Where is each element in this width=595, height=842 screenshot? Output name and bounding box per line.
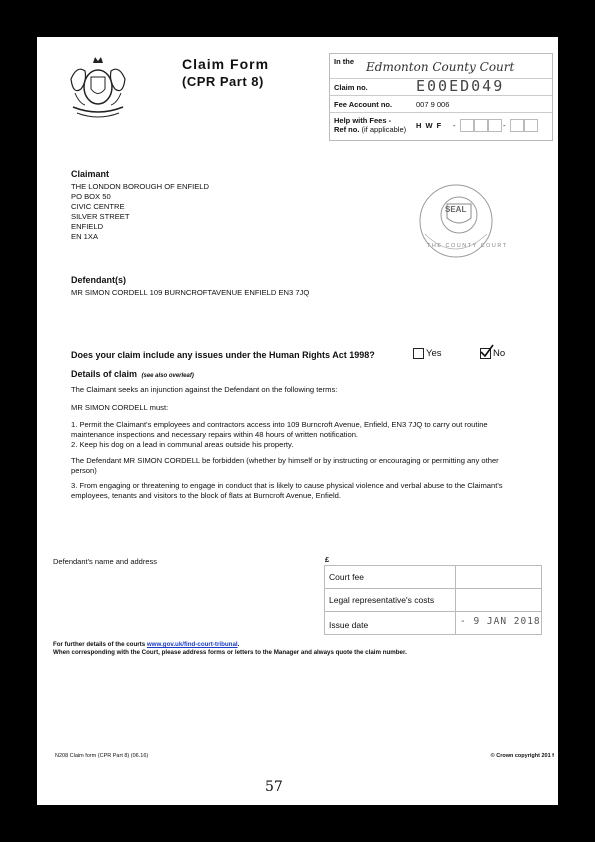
yes-checkbox[interactable] bbox=[413, 348, 424, 359]
hwf-box-2[interactable] bbox=[474, 119, 488, 132]
issue-date-cell bbox=[455, 612, 541, 634]
form-title-text: Claim Form bbox=[182, 56, 270, 72]
defendant-heading: Defendant(s) bbox=[71, 275, 127, 285]
no-checkbox[interactable] bbox=[480, 348, 491, 359]
corresponding-line: When corresponding with the Court, please address forms or letters to the Manager and always quote the claim number. bbox=[53, 649, 407, 656]
claimant-address-line: PO BOX 50 bbox=[71, 192, 111, 201]
claim-form-page bbox=[37, 37, 558, 805]
help-fees-label bbox=[334, 116, 406, 134]
in-the-label: In the bbox=[334, 57, 354, 66]
claim-no-label: Claim no. bbox=[334, 83, 368, 92]
court-name-row bbox=[330, 54, 552, 79]
form-subtitle: (CPR Part 8) bbox=[182, 74, 264, 89]
court-finder-link[interactable]: www.gov.uk/find-court-tribunal bbox=[146, 641, 238, 648]
claimant-heading: Claimant bbox=[71, 169, 110, 179]
details-item-1: 1. Permit the Claimant's employees and contractors access into 109 Burncroft Avenue, Enfield, EN3 7JQ to carry out routine maintenance inspections and necessary repairs within 48 hours of written notification. bbox=[71, 420, 488, 439]
fee-account-row bbox=[330, 96, 552, 113]
human-rights-yes-option[interactable] bbox=[413, 348, 442, 359]
fee-account-number: 007 9 006 bbox=[416, 100, 450, 109]
seal-text: SEAL bbox=[445, 205, 467, 214]
checkmark-icon bbox=[480, 344, 494, 358]
court-name: Edmonton County Court bbox=[366, 60, 515, 74]
royal-crest-icon bbox=[63, 49, 133, 121]
currency-symbol: £ bbox=[325, 555, 330, 564]
fees-table bbox=[324, 565, 542, 635]
issue-date-row bbox=[324, 612, 542, 635]
form-reference: N208 Claim form (CPR Part 8) (06.16) bbox=[55, 753, 149, 759]
help-fees-label-line2: Ref no. bbox=[334, 125, 360, 134]
hwf-box-1[interactable] bbox=[460, 119, 474, 132]
claimant-address-line: SILVER STREET bbox=[71, 212, 130, 221]
defendant-name-address-label: Defendant's name and address bbox=[53, 557, 158, 566]
legal-costs-value bbox=[455, 589, 541, 611]
human-rights-question: Does your claim include any issues under the Human Rights Act 1998? bbox=[71, 350, 375, 360]
human-rights-no-option[interactable] bbox=[480, 348, 505, 359]
further-details-text: For further details of the courts bbox=[53, 641, 147, 648]
claimant-section bbox=[71, 169, 209, 242]
seal-ring-text: THE COUNTY COURT bbox=[427, 243, 508, 249]
crown-copyright: © Crown copyright 201 f bbox=[490, 753, 554, 759]
details-forbidden: The Defendant MR SIMON CORDELL be forbidden (whether by himself or by instructing or encouraging or permitting any other person) bbox=[71, 455, 499, 475]
claimant-address-line: CIVIC CENTRE bbox=[71, 202, 125, 211]
hwf-box-5[interactable] bbox=[524, 119, 538, 132]
hwf-dash-2: - bbox=[503, 121, 506, 130]
hwf-box-3[interactable] bbox=[488, 119, 502, 132]
court-info bbox=[53, 641, 553, 657]
help-fees-label-line3: (if applicable) bbox=[361, 125, 407, 134]
details-must: MR SIMON CORDELL must: bbox=[71, 402, 169, 412]
claimant-address-line: EN 1XA bbox=[71, 232, 99, 241]
hwf-box-4[interactable] bbox=[510, 119, 524, 132]
claim-no-row bbox=[330, 79, 552, 96]
court-fee-row bbox=[324, 565, 542, 589]
court-details-box bbox=[329, 53, 553, 141]
details-note: (see also overleaf) bbox=[141, 373, 194, 379]
further-details-suffix: . bbox=[237, 641, 240, 648]
details-item-3: 3. From engaging or threatening to engage in conduct that is likely to cause physical violence and verbal abuse to the Claimant's employees, tenants and visitors to the block of flats at Burncroft Avenue, Enfield. bbox=[71, 481, 503, 500]
further-details-line bbox=[53, 641, 553, 649]
no-label: No bbox=[493, 348, 506, 360]
court-fee-value bbox=[455, 566, 541, 588]
fee-account-label: Fee Account no. bbox=[334, 100, 393, 109]
legal-costs-label: Legal representative's costs bbox=[329, 595, 435, 605]
court-fee-label: Court fee bbox=[329, 572, 364, 582]
page-number: 57 bbox=[265, 779, 283, 795]
claim-number: E00ED049 bbox=[416, 77, 505, 95]
details-item-2: 2. Keep his dog on a lead in communal areas outside his property. bbox=[71, 440, 294, 450]
claimant-address bbox=[71, 182, 209, 242]
issue-date-stamp: - 9 JAN 2018 bbox=[460, 616, 541, 627]
claimant-address-line: ENFIELD bbox=[71, 222, 104, 231]
claimant-address-line: THE LONDON BOROUGH OF ENFIELD bbox=[71, 182, 209, 191]
details-heading: Details of claim bbox=[71, 369, 138, 379]
defendant-details: MR SIMON CORDELL 109 BURNCROFTAVENUE ENFIELD EN3 7JQ bbox=[71, 288, 310, 297]
help-fees-label-line1: Help with Fees - bbox=[334, 116, 392, 125]
help-with-fees-row bbox=[330, 113, 552, 139]
yes-label: Yes bbox=[426, 348, 442, 360]
details-of-claim-section bbox=[71, 364, 523, 500]
form-title bbox=[182, 55, 269, 91]
issue-date-label: Issue date bbox=[329, 620, 369, 630]
hwf-prefix: H W F bbox=[416, 121, 443, 130]
defendant-section bbox=[71, 275, 309, 298]
hwf-dash-1: - bbox=[453, 121, 456, 130]
details-intro: The Claimant seeks an injunction against the Defendant on the following terms: bbox=[71, 385, 338, 394]
legal-costs-row bbox=[324, 589, 542, 612]
